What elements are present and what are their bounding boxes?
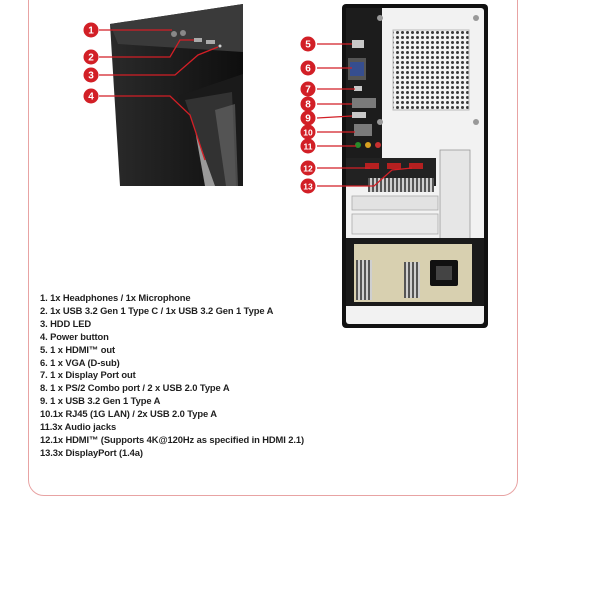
svg-text:13: 13 xyxy=(303,181,313,192)
list-item: 3. HDD LED xyxy=(40,317,92,329)
list-item: 5. 1 x HDMI™ out xyxy=(40,343,115,355)
port-description-list xyxy=(40,292,304,460)
svg-text:9: 9 xyxy=(305,113,311,125)
svg-text:10: 10 xyxy=(303,127,313,138)
list-item: 10.1x RJ45 (1G LAN) / 2x USB 2.0 Type A xyxy=(40,408,217,420)
list-item: 13.3x DisplayPort (1.4a) xyxy=(40,446,143,458)
list-item: 7. 1 x Display Port out xyxy=(40,369,136,381)
callout-badge-4 xyxy=(84,89,99,104)
callout-badge-13 xyxy=(301,179,316,194)
list-item: 11.3x Audio jacks xyxy=(40,421,117,433)
callout-badge-5 xyxy=(301,37,316,52)
callout-badge-3 xyxy=(84,68,99,83)
callout-badge-8 xyxy=(301,97,316,112)
list-item: 1. 1x Headphones / 1x Microphone xyxy=(40,292,191,303)
callout-badge-12 xyxy=(301,161,316,176)
svg-text:2: 2 xyxy=(88,52,94,64)
callout-badge-10 xyxy=(301,125,316,140)
list-item: 6. 1 x VGA (D-sub) xyxy=(40,356,120,368)
svg-text:8: 8 xyxy=(305,99,311,111)
svg-text:3: 3 xyxy=(88,70,94,82)
callout-badge-9 xyxy=(301,111,316,126)
callout-badge-6 xyxy=(301,61,316,76)
callout-badge-2 xyxy=(84,50,99,65)
svg-text:1: 1 xyxy=(88,25,94,37)
front-panel-photo xyxy=(110,4,243,186)
list-item: 9. 1 x USB 3.2 Gen 1 Type A xyxy=(40,395,161,407)
svg-text:5: 5 xyxy=(305,39,311,51)
svg-text:7: 7 xyxy=(305,84,311,96)
svg-text:12: 12 xyxy=(303,163,313,174)
svg-text:6: 6 xyxy=(305,63,311,75)
callout-badge-1 xyxy=(84,23,99,38)
list-item: 8. 1 x PS/2 Combo port / 2 x USB 2.0 Type A xyxy=(40,382,230,394)
callout-badge-7 xyxy=(301,82,316,97)
list-item: 2. 1x USB 3.2 Gen 1 Type C / 1x USB 3.2 Gen 1 Type A xyxy=(40,304,274,316)
svg-text:11: 11 xyxy=(303,141,313,152)
list-item: 4. Power button xyxy=(40,330,109,342)
list-item: 12.1x HDMI™ (Supports 4K@120Hz as specified in HDMI 2.1) xyxy=(40,433,305,445)
rear-panel-photo xyxy=(342,4,488,328)
callout-badge-11 xyxy=(301,139,316,154)
svg-text:4: 4 xyxy=(88,91,94,103)
